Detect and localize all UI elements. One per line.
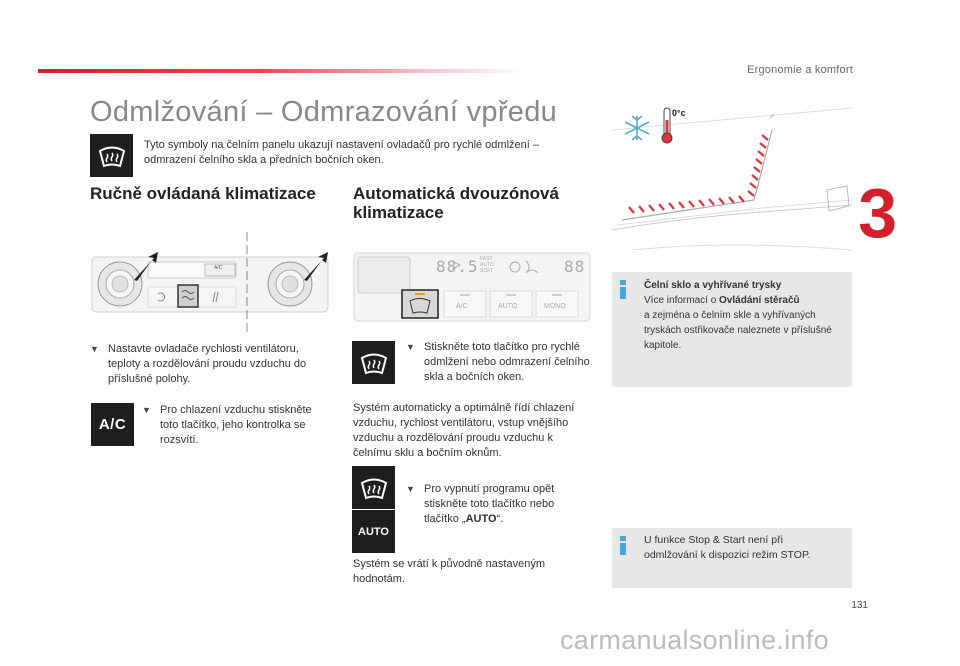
info-icon	[620, 280, 626, 285]
auto-paragraph-2: Systém se vrátí k původně nastaveným hodnotám.	[353, 558, 545, 585]
manual-bullet-1-text: Nastavte ovladače rychlosti ventilátoru, teploty a rozdělování proudu vzduchu do příslušné polohy.	[108, 343, 307, 385]
auto-icon-label: AUTO	[358, 525, 389, 538]
header-accent-bar	[38, 69, 528, 73]
info-note-windscreen	[612, 272, 852, 387]
chapter-number: 3	[858, 174, 897, 252]
bullet-marker: ▼	[142, 405, 151, 415]
panel-btn-auto-label: AUTO	[498, 303, 518, 310]
manual-ac-heading: Ručně ovládaná klimatizace	[90, 184, 316, 203]
page-title: Odmlžování – Odmrazování vpředu	[90, 96, 558, 128]
ac-icon-label: A/C	[98, 416, 127, 433]
panel-mode-labels	[480, 256, 494, 274]
panel-temp-display-right: 88	[564, 257, 586, 276]
intro-text: Tyto symboly na čelním panelu ukazují nastavení ovladačů pro rychlé odmlžení – odmrazení čelního skla a předních bočních oken.	[144, 139, 539, 166]
bullet-marker: ▼	[90, 344, 99, 354]
heated-windscreen-illustration	[612, 100, 852, 265]
auto-bullet-2-pre: Pro vypnutí programu opět stiskněte toto tlačítko nebo tlačítko „	[424, 483, 555, 525]
manual-bullet-2	[142, 403, 332, 448]
auto-ac-heading	[353, 184, 559, 222]
bullet-marker: ▼	[406, 342, 415, 352]
auto-ac-heading-line2: klimatizace	[353, 203, 444, 222]
auto-ac-heading-line1: Automatická dvouzónová	[353, 184, 559, 203]
panel-auto-label: AUTO	[480, 262, 494, 268]
note1-line2: a zejména o čelním skle a vyhřívaných tryskách ostřikovače naleznete v příslušné kapitole.	[644, 310, 832, 351]
auto-icon	[352, 510, 395, 553]
auto-bullet-2-bold: AUTO	[465, 513, 497, 525]
windscreen-defrost-icon	[352, 341, 395, 384]
page-number: 131	[851, 600, 868, 611]
panel-ac-label: A/C	[214, 265, 223, 271]
auto-bullet-1-text: Stiskněte toto tlačítko pro rychlé odmlžení nebo odmrazení čelního skla a bočních oken.	[424, 341, 590, 383]
info-icon-bar	[620, 287, 626, 299]
auto-ac-panel-illustration	[352, 243, 592, 325]
windscreen-defrost-icon	[352, 466, 395, 509]
manual-bullet-2-text: Pro chlazení vzduchu stiskněte toto tlačítko, jeho kontrolka se rozsvítí.	[160, 404, 312, 446]
windscreen-defrost-icon	[90, 134, 133, 177]
note1-line1-pre: Více informací o	[644, 295, 720, 306]
manual-ac-panel-illustration	[90, 232, 330, 332]
bullet-marker: ▼	[406, 484, 415, 494]
note2-text: U funkce Stop & Start není při odmlžování k dispozici režim STOP.	[644, 534, 811, 561]
watermark: carmanualsonline.info	[560, 625, 829, 655]
info-icon	[620, 536, 626, 541]
auto-bullet-2	[406, 482, 586, 527]
temperature-label: 0°c	[672, 108, 686, 118]
info-icon-bar	[620, 543, 626, 555]
info-note-stop-start	[612, 528, 852, 588]
panel-soft-label: SOFT	[480, 268, 494, 274]
panel-temp-display-left: 88.5	[436, 257, 479, 276]
panel-fast-label: FAST	[480, 256, 493, 262]
manual-bullet-1	[90, 342, 330, 387]
note1-title: Čelní sklo a vyhřívané trysky	[644, 280, 782, 291]
panel-btn-mono-label: MONO	[544, 303, 566, 310]
section-label: Ergonomie a komfort	[747, 64, 853, 76]
note1-line1-bold: Ovládání stěračů	[719, 295, 800, 306]
auto-paragraph-1: Systém automaticky a optimálně řídí chlazení vzduchu, rychlost ventilátoru, vstup vnějšího vzduchu a rozdělování proudu vzduchu k čelnímu sklu a bočním oknům.	[353, 402, 575, 459]
auto-bullet-1	[406, 340, 596, 385]
ac-icon	[91, 403, 134, 446]
info-note-windscreen-text	[644, 278, 844, 353]
panel-btn-ac-label: A/C	[456, 303, 468, 310]
auto-bullet-2-text	[406, 482, 586, 527]
auto-bullet-2-post: “.	[496, 513, 504, 525]
